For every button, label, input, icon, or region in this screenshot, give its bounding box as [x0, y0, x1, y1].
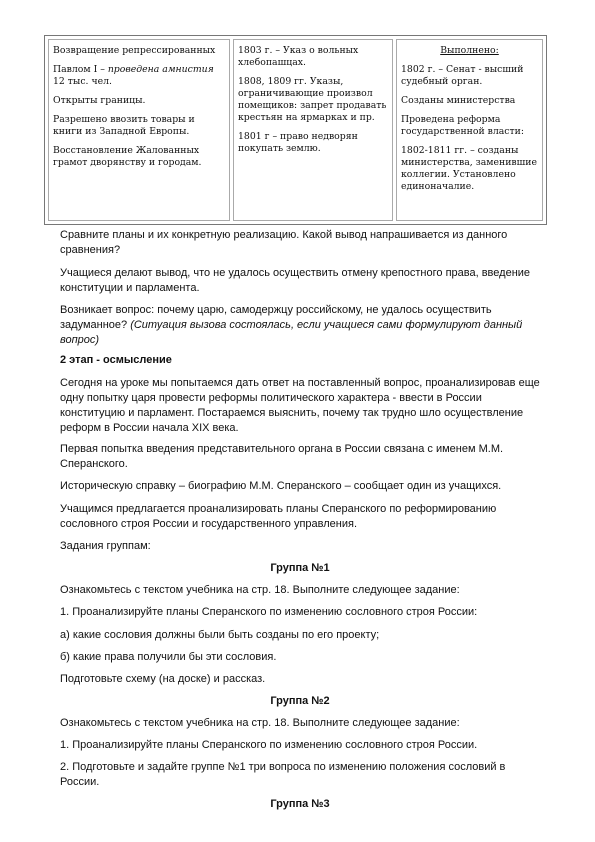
paragraph: Учащимся предлагается проанализировать планы Сперанского по реформированию сословного строя России и государственного управления. — [60, 503, 497, 530]
table-cell-text: 1802-1811 гг. – созданы министерства, заменившие коллегии. Установлено единоначалие. — [401, 145, 537, 192]
table-cell-emphasis: проведена амнистия — [107, 64, 214, 75]
paragraph: а) какие сословия должны были быть созданы по его проекту; — [60, 629, 380, 641]
paragraph: Сегодня на уроке мы попытаемся дать ответ на поставленный вопрос, проанализировав еще одну попытку царя провести реформы политического характера - ввести в России конституцию и парламент. Постараемся выяснить, почему так трудно шло осуществление реформ в России начала XIX века. — [60, 377, 540, 434]
paragraph: 2. Подготовьте и задайте группе №1 три вопроса по изменению положения сословий в России. — [60, 761, 506, 788]
paragraph: 1. Проанализируйте планы Сперанского по изменению сословного строя России. — [60, 739, 478, 751]
paragraph: Задания группам: — [60, 540, 151, 552]
table-cell-text: Созданы министерства — [401, 95, 516, 106]
table-cell-text: Павлом I – — [53, 64, 108, 75]
paragraph: 1. Проанализируйте планы Сперанского по изменению сословного строя России: — [60, 606, 478, 618]
table-cell-text: Восстановление Жалованных грамот дворянству и городам. — [53, 145, 202, 168]
table-column-header: Выполнено: — [440, 45, 499, 56]
paragraph: Подготовьте схему (на доске) и рассказ. — [60, 673, 266, 685]
group-heading: Группа №3 — [270, 798, 330, 810]
table-cell-text: 1803 г. – Указ о вольных хлебопашцах. — [238, 45, 359, 68]
table-cell-text: Разрешено ввозить товары и книги из Западной Европы. — [53, 114, 195, 137]
paragraph: б) какие права получили бы эти сословия. — [60, 651, 277, 663]
paragraph: Учащиеся делают вывод, что не удалось осуществить отмену крепостного права, введение конституции и парламента. — [60, 267, 531, 294]
table-cell-text: 12 тыс. чел. — [53, 76, 112, 87]
paragraph-text: Возникает вопрос: почему царю, самодержцу российскому, не удалось осуществить задуманное? — [60, 304, 492, 331]
table-column-1 — [48, 39, 230, 221]
reforms-table — [44, 35, 547, 225]
paragraph: Сравните планы и их конкретную реализацию. Какой вывод напрашивается из данного сравнения? — [60, 229, 508, 256]
table-column-3 — [396, 39, 543, 221]
group-heading: Группа №2 — [270, 695, 330, 707]
paragraph: Историческую справку – биографию М.М. Сперанского – сообщает один из учащихся. — [60, 480, 502, 492]
table-cell-text: 1802 г. – Сенат - высший судебный орган. — [401, 64, 524, 87]
paragraph — [60, 303, 540, 348]
table-cell-text: 1801 г – право недворян покупать землю. — [238, 131, 358, 154]
table-cell-text: Проведена реформа государственной власти: — [401, 114, 524, 137]
paragraph-italic: (Ситуация вызова состоялась, если учащиеся сами формулируют данный вопрос) — [60, 319, 523, 346]
paragraph: Ознакомьтесь с текстом учебника на стр. 18. Выполните следующее задание: — [60, 584, 460, 596]
group-heading: Группа №1 — [270, 562, 330, 574]
paragraph: Ознакомьтесь с текстом учебника на стр. 18. Выполните следующее задание: — [60, 717, 460, 729]
paragraph: Первая попытка введения представительного органа в России связана с именем М.М. Сперанского. — [60, 443, 504, 470]
section-heading: 2 этап - осмысление — [60, 354, 172, 366]
table-cell-text — [53, 64, 225, 88]
table-cell-text: Возвращение репрессированных — [53, 45, 216, 56]
table-column-2 — [233, 39, 393, 221]
table-cell-text: 1808, 1809 гг. Указы, ограничивающие произвол помещиков: запрет продавать крестьян на ярмарках и пр. — [238, 76, 387, 123]
table-cell-text: Открыты границы. — [53, 95, 146, 106]
